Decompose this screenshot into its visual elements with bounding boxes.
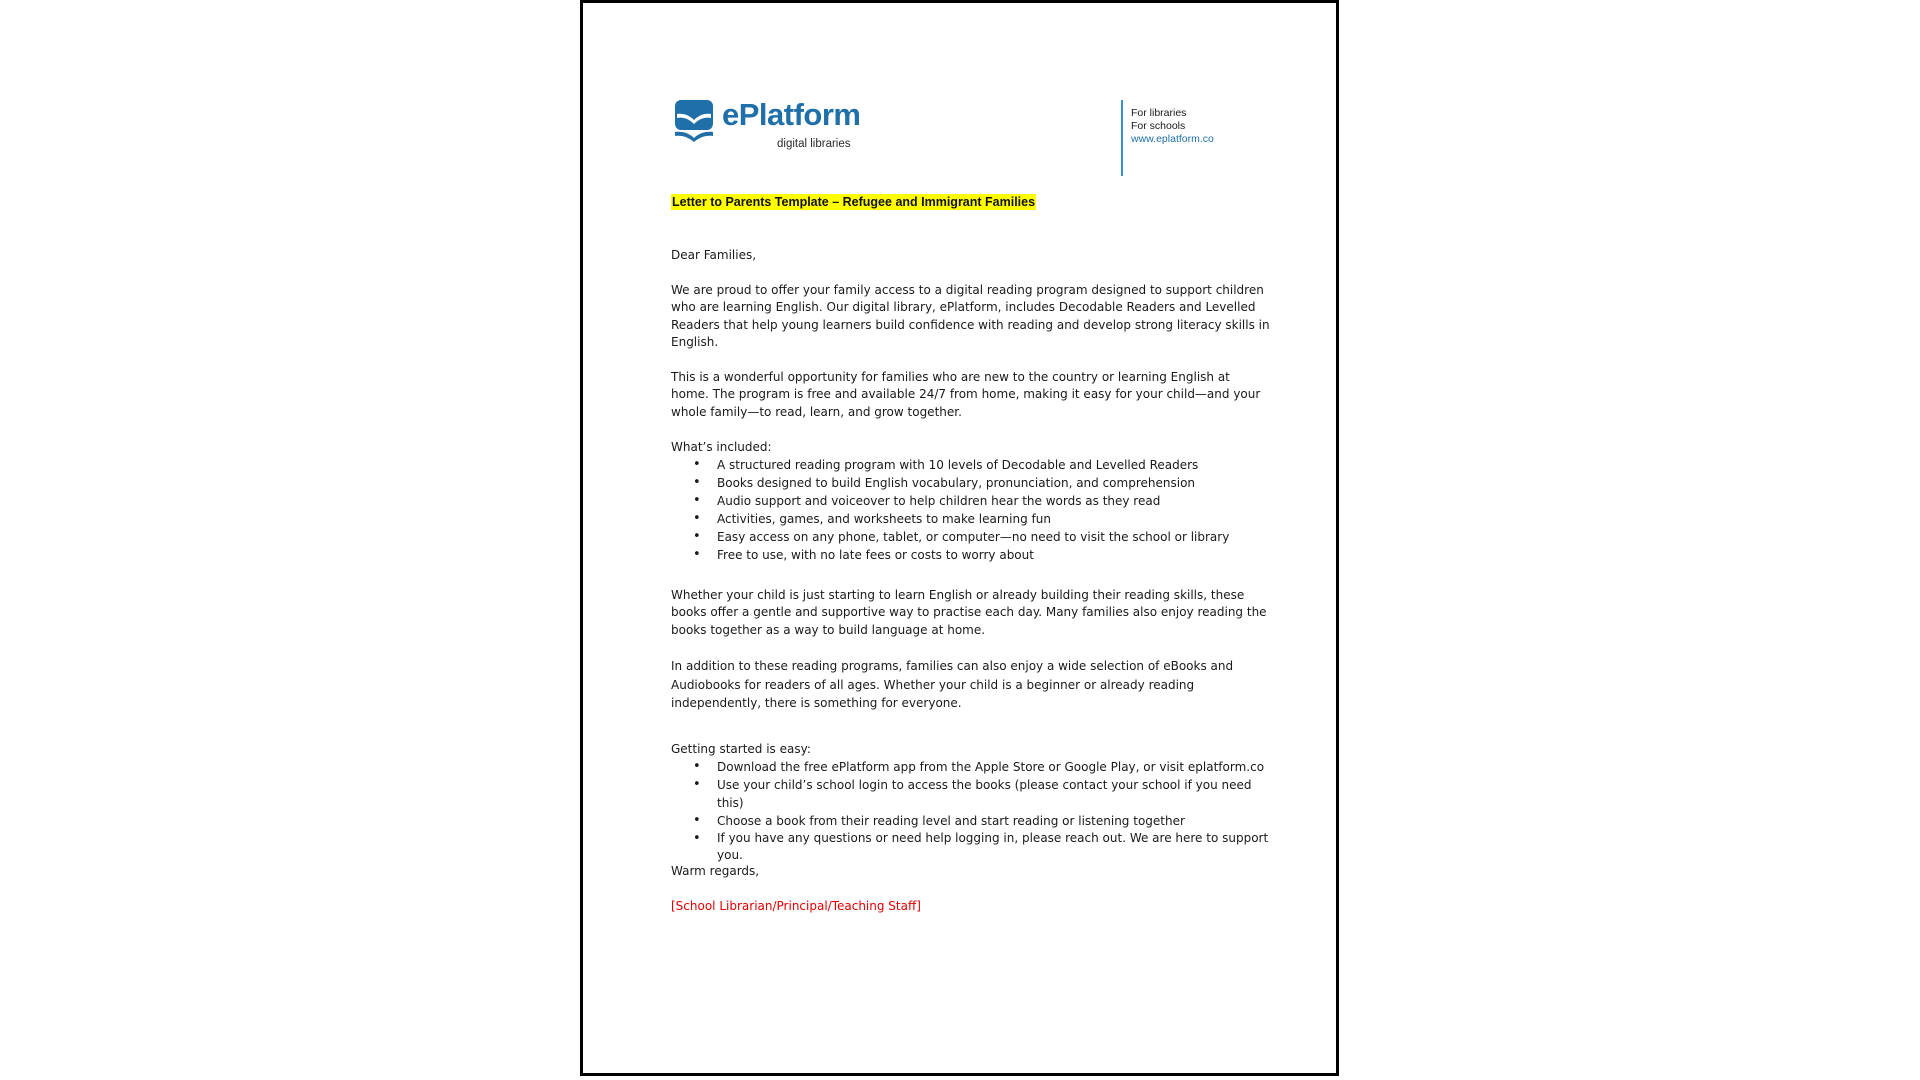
paragraph-ebooks-text: In addition to these reading programs, families can also enjoy a wide selection of eBooks and Audiobooks for readers of all ages. Whether your child is a beginner or already reading independently, there is something for everyone. <box>671 659 1234 711</box>
list-item: • If you have any questions or need help logging in, please reach out. We are here to support you. <box>671 830 1271 864</box>
header-divider <box>1121 100 1123 176</box>
list-item: • Choose a book from their reading level and start reading or listening together <box>671 812 1271 830</box>
salutation-text: Dear Families, <box>671 248 757 262</box>
list-item: • Download the free ePlatform app from the Apple Store or Google Play, or visit eplatform.co <box>671 758 1271 776</box>
included-heading: What’s included: <box>671 440 772 454</box>
closing <box>671 863 1271 880</box>
paragraph-practice-text: Whether your child is just starting to learn English or already building their reading skills, these books offer a gentle and supportive way to practise each day. Many families also enjoy reading the books together as a way to build language at home. <box>671 588 1267 637</box>
contact-url[interactable]: www.eplatform.co <box>1131 133 1214 145</box>
signature <box>671 898 1271 915</box>
logo-tagline: digital libraries <box>777 138 851 150</box>
list-item: • Easy access on any phone, tablet, or computer—no need to visit the school or library <box>671 528 1271 546</box>
paragraph-practice <box>671 587 1271 639</box>
eplatform-logo <box>674 98 864 158</box>
list-item: • Activities, games, and worksheets to make learning fun <box>671 510 1271 528</box>
contact-schools: For schools <box>1131 120 1186 132</box>
started-list <box>671 758 1271 864</box>
letter-title-wrap <box>671 193 1036 211</box>
paragraph-ebooks <box>671 657 1271 713</box>
paragraph-opportunity <box>671 369 1271 421</box>
paragraph-intro-text: We are proud to offer your family access to a digital reading program designed to support children who are learning English. Our digital library, ePlatform, includes Decodable Readers and Levelled Readers that help young learners build confidence with reading and develop strong literacy skills in English. <box>671 283 1270 350</box>
closing-text: Warm regards, <box>671 864 760 878</box>
getting-started-section <box>671 741 1271 864</box>
included-section <box>671 439 1271 564</box>
started-heading: Getting started is easy: <box>671 742 811 756</box>
salutation <box>671 247 1271 264</box>
list-item: • Free to use, with no late fees or costs to worry about <box>671 546 1271 564</box>
logo-wordmark: ePlatform <box>722 97 861 132</box>
document-page <box>580 0 1339 1076</box>
signature-text: [School Librarian/Principal/Teaching Staff] <box>671 899 921 913</box>
book-logo-icon <box>674 100 714 142</box>
contact-libraries: For libraries <box>1131 107 1187 119</box>
list-item: • Audio support and voiceover to help children hear the words as they read <box>671 492 1271 510</box>
paragraph-opportunity-text: This is a wonderful opportunity for families who are new to the country or learning English at home. The program is free and available 24/7 from home, making it easy for your child—and your whole family—to read, learn, and grow together. <box>671 370 1261 419</box>
list-item: • Use your child’s school login to access the books (please contact your school if you need this) <box>671 776 1271 812</box>
list-item: • A structured reading program with 10 levels of Decodable and Levelled Readers <box>671 456 1271 474</box>
header-contact <box>1131 107 1214 146</box>
paragraph-intro <box>671 282 1271 352</box>
included-list <box>671 456 1271 564</box>
list-item: • Books designed to build English vocabulary, pronunciation, and comprehension <box>671 474 1271 492</box>
letter-title: Letter to Parents Template – Refugee and Immigrant Families <box>672 195 1036 209</box>
